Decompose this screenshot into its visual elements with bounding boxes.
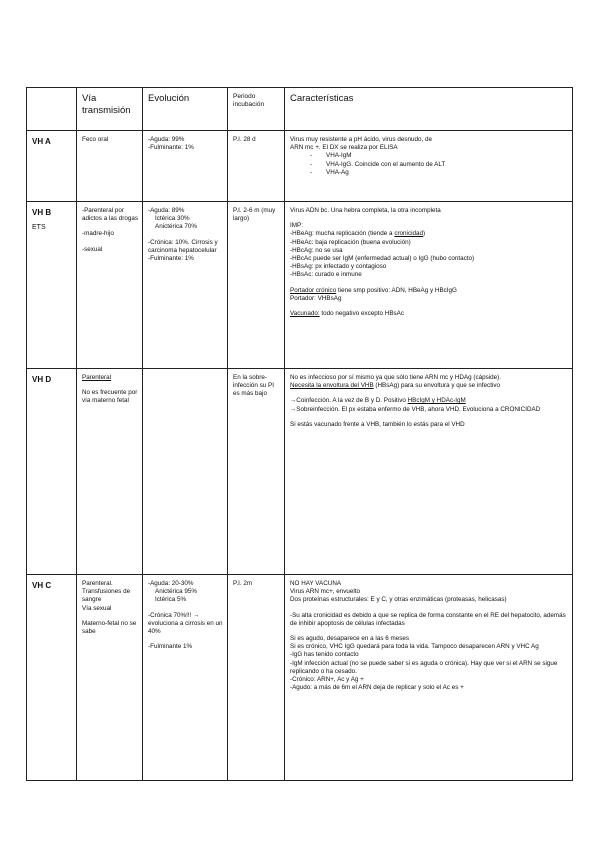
vha-car-line1: Virus muy resistente a pH ácido, virus desnudo, de — [290, 136, 432, 143]
vha-periodo: P.I. 28 d — [228, 131, 285, 202]
vhb-evo-icterica: Ictérica 30% — [155, 215, 190, 223]
vhd-car-3a: →Coinfección. A la vez de B y D. Positivo — [290, 397, 408, 405]
vhb-evo-cronica: -Crónica: 10%. Cirrosis y carcinoma hepatocelular — [148, 238, 218, 254]
vhb-imp-line: -HBcAc puede ser IgM (enfermedad actual) o IgG (hubo contacto) — [290, 255, 475, 263]
vhc-car-10: -Agudo: a más de 6m el ARN deja de replicar y solo el Ac es + — [290, 684, 464, 692]
vhd-car-2b: (HBsAg) para su envoltura y que se infectivo — [373, 382, 501, 390]
vhc-label: VH C — [27, 575, 77, 781]
vhc-car-7: -IgG has tenido contacto — [290, 651, 359, 659]
row-vhd — [27, 369, 573, 575]
vhd-caracteristicas — [285, 369, 573, 575]
vhb-portador-title: Portador crónico — [290, 286, 337, 294]
vhb-imp-line — [290, 230, 568, 238]
row-vhb — [27, 202, 573, 369]
vhb-caracteristicas — [285, 202, 573, 369]
vha-marker: - VHA-IgG. Coincide con el aumento de ALT — [326, 161, 568, 169]
vha-evo-fulminante: -Fulminante: 1% — [148, 144, 194, 152]
vhd-car-3b: HBcIgM y HDAc-IgM — [407, 397, 466, 405]
vhd-via-rest: No es frecuente por vía materno fetal — [82, 389, 138, 405]
vhc-car-2: Virus ARN mc+, envuelto — [290, 588, 361, 596]
vhb-imp-title: IMP: — [290, 222, 303, 230]
vhc-via-materno: Materno-fetal no se sabe — [82, 619, 137, 636]
vhd-evolucion — [143, 369, 228, 575]
vhb-vacunado — [290, 310, 568, 318]
vhc-evo-cronica: -Crónica 70%!!! → evoluciona a cirrosis en un 40% — [148, 611, 223, 636]
vhc-car-6: Si es crónico, VHC IgG quedará para toda la vida. Tampoco desaparecen ARN y VHC Ag — [290, 643, 539, 651]
vhc-evo-icterica: Ictérica 5% — [155, 596, 187, 604]
vhc-evo-aguda: -Aguda: 20-30% — [148, 580, 194, 587]
vhb-imp-line: -HBsAc: curado e inmune — [290, 271, 362, 279]
header-row — [27, 88, 573, 131]
vhb-imp-1b: cronicidad — [394, 230, 424, 238]
vhc-car-3: Dos proteínas estructurales: E y C, y otras enzimáticas (proteasas, helicasas) — [290, 596, 507, 604]
vha-label: VH A — [27, 131, 77, 202]
vhc-car-5: Si es agudo, desaparece en a las 6 meses — [290, 635, 410, 643]
vhb-label: VH B — [32, 208, 52, 217]
vhb-imp-line: -HBcAg: no se usa — [290, 246, 343, 254]
vhb-imp-line: -HBeAc: baja replicación (buena evolución) — [290, 238, 411, 246]
vhc-evolucion — [143, 575, 228, 781]
vhd-via-title: Parenteral — [82, 374, 112, 381]
vhb-portador: Portador: VHBsAg — [290, 294, 342, 302]
vhb-via-item: -Parenteral por adictos a las drogas — [82, 207, 139, 223]
vhb-label-cell — [27, 202, 77, 369]
vhc-evo-fulminante: -Fulminante 1% — [148, 643, 193, 651]
vhc-via — [77, 575, 143, 781]
vhc-car-4: -Su alta cronicidad es debido a que se replica de forma constante en el RE del hepatocito, además de inhibir apoptosis de células infectadas — [290, 611, 566, 627]
vhc-via-item: Parenteral. — [82, 580, 113, 587]
vhb-evo-aguda: -Aguda: 89% — [148, 207, 185, 214]
vhd-car-5: Si estás vacunado frente a VHB, también lo estás para el VHD — [290, 420, 465, 428]
vhb-via-item: -madre-hijo — [82, 230, 114, 238]
vhb-portador-text: tiene smp positivo: ADN, HBeAg y HBcIgG — [336, 286, 457, 294]
header-caracteristicas: Características — [285, 88, 573, 131]
vhb-via — [77, 202, 143, 369]
vhc-caracteristicas — [285, 575, 573, 781]
vhb-label-ets: ETS — [32, 224, 46, 231]
vhb-vacunado-text: todo negativo excepto HBsAc — [319, 310, 405, 318]
row-vha — [27, 131, 573, 202]
vhb-vacunado-title: Vacunado: — [290, 310, 320, 318]
header-via: Vía transmisión — [77, 88, 143, 131]
vhd-car-4: →Sobreinfección. El px estaba enfermo de VHB, ahora VHD. Evoluciona a CRONICIDAD — [290, 405, 541, 413]
vha-evolucion — [143, 131, 228, 202]
row-vhc — [27, 575, 573, 781]
vhd-periodo: En la sobre-infección su PI es más bajo — [228, 369, 285, 575]
vhb-imp-1a: -HBeAg: mucha replicación (tiende a — [290, 230, 395, 238]
hepatitis-table — [26, 87, 573, 781]
vhd-via — [77, 369, 143, 575]
vhc-evo-anicterica: Anictérica 95% — [155, 588, 197, 596]
vhc-periodo: P.I. 2m — [228, 575, 285, 781]
vhb-evo-fulminante: -Fulminante: 1% — [148, 255, 194, 263]
vhc-car-1: NO HAY VACUNA — [290, 580, 342, 587]
vhd-car-1: No es infeccioso por sí mismo ya que sólo tiene ARN mc y HDAg (cápside). — [290, 374, 502, 381]
vhb-periodo: P.I. 2-6 m (muy largo) — [228, 202, 285, 369]
vhb-via-item: -sexual — [82, 245, 103, 253]
vhb-car-intro: Virus ADN bc. Una hebra completa, la otra incompleta — [290, 207, 441, 214]
vha-evo-aguda: -Aguda: 99% — [148, 136, 185, 143]
vha-marker: - VHA-Ag — [326, 169, 568, 177]
header-evolucion: Evolución — [143, 88, 228, 131]
vhd-car-2 — [290, 382, 568, 390]
vhd-car-2a: Necesita la envoltura del VHB — [290, 382, 374, 390]
vha-car-line2: ARN mc +. El DX se realiza por ELISA — [290, 144, 398, 152]
vhc-via-item: Vía sexual — [82, 604, 112, 612]
vha-marker: - VHA-IgM — [326, 152, 568, 160]
vhb-evolucion — [143, 202, 228, 369]
vhc-car-9: -Crónico: ARN+, Ac y Ag + — [290, 676, 364, 684]
vha-caracteristicas — [285, 131, 573, 202]
vhc-via-item: Transfusiones de sangre — [82, 588, 131, 604]
vhd-car-3 — [290, 397, 568, 405]
vha-marker-list — [290, 152, 568, 177]
vhb-evo-anicterica: Anictérica 70% — [155, 223, 197, 231]
corner-cell — [27, 88, 77, 131]
header-periodo: Periodo incubación — [228, 88, 285, 131]
vhb-imp-line: -HBsAg: px infectado y contagioso — [290, 263, 387, 271]
vhd-label: VH D — [27, 369, 77, 575]
vha-via: Feco oral — [77, 131, 143, 202]
vhb-imp-1c: ) — [423, 230, 426, 238]
vhb-portador-cronico — [290, 287, 568, 295]
vhc-car-8: -IgM infección actual (no se puede saber si es aguda o crónica). Hay que ver si el ARN se sigue replicando o ha cesado. — [290, 659, 558, 675]
